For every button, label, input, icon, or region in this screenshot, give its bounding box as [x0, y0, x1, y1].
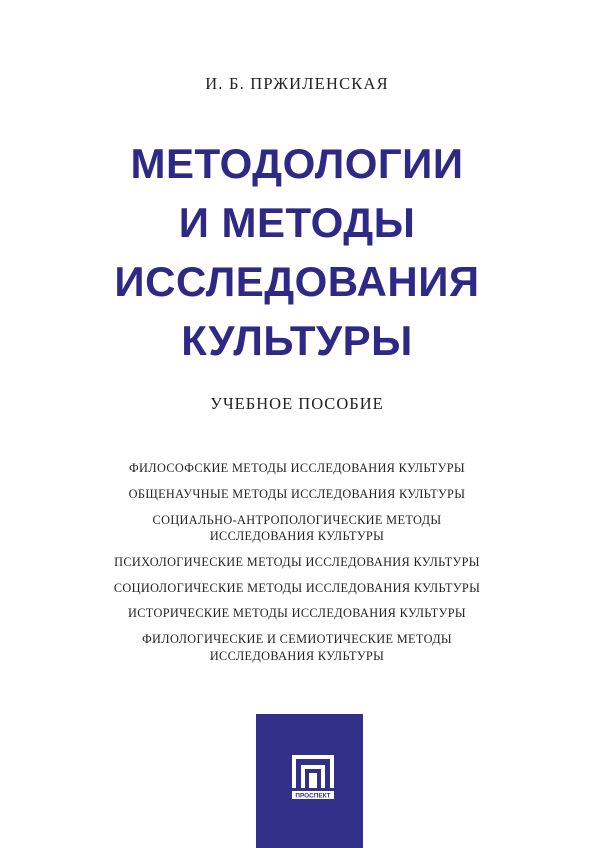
- topic-item: [0, 486, 594, 503]
- topic-item: [0, 512, 594, 545]
- topic-line: ИССЛЕДОВАНИЯ КУЛЬТУРЫ: [209, 529, 385, 544]
- topic-line: СОЦИОЛОГИЧЕСКИЕ МЕТОДЫ ИССЛЕДОВАНИЯ КУЛЬТУРЫ: [113, 580, 481, 595]
- topic-item: [0, 554, 594, 571]
- topic-line: ФИЛОСОФСКИЕ МЕТОДЫ ИССЛЕДОВАНИЯ КУЛЬТУРЫ: [128, 461, 465, 475]
- title-line: ИССЛЕДОВАНИЯ: [114, 258, 480, 305]
- topic-line: СОЦИАЛЬНО-АНТРОПОЛОГИЧЕСКИЕ МЕТОДЫ: [152, 512, 442, 527]
- topic-item: [0, 580, 594, 597]
- title-line: КУЛЬТУРЫ: [181, 317, 413, 364]
- book-subtitle: УЧЕБНОЕ ПОСОБИЕ: [210, 394, 384, 413]
- book-title: [0, 134, 594, 370]
- topic-item: [0, 631, 594, 664]
- topic-list: [0, 460, 594, 674]
- topic-line: ИСТОРИЧЕСКИЕ МЕТОДЫ ИССЛЕДОВАНИЯ КУЛЬТУРЫ: [128, 606, 466, 621]
- topic-item: [0, 460, 594, 477]
- title-line: И МЕТОДЫ: [178, 199, 416, 246]
- publisher-name: ПРОСПЕКТ: [295, 792, 331, 800]
- publisher-logo-icon: [292, 755, 334, 801]
- topic-line: ИССЛЕДОВАНИЯ КУЛЬТУРЫ: [209, 648, 385, 663]
- topic-line: ОБЩЕНАУЧНЫЕ МЕТОДЫ ИССЛЕДОВАНИЯ КУЛЬТУРЫ: [128, 486, 466, 501]
- author-name: И. Б. ПРЖИЛЕНСКАЯ: [205, 74, 389, 93]
- topic-line: ПСИХОЛОГИЧЕСКИЕ МЕТОДЫ ИССЛЕДОВАНИЯ КУЛЬТУРЫ: [114, 554, 480, 569]
- topic-item: [0, 605, 594, 622]
- topic-line: ФИЛОЛОГИЧЕСКИЕ И СЕМИОТИЧЕСКИЕ МЕТОДЫ: [141, 632, 453, 647]
- title-line: МЕТОДОЛОГИИ: [130, 140, 464, 187]
